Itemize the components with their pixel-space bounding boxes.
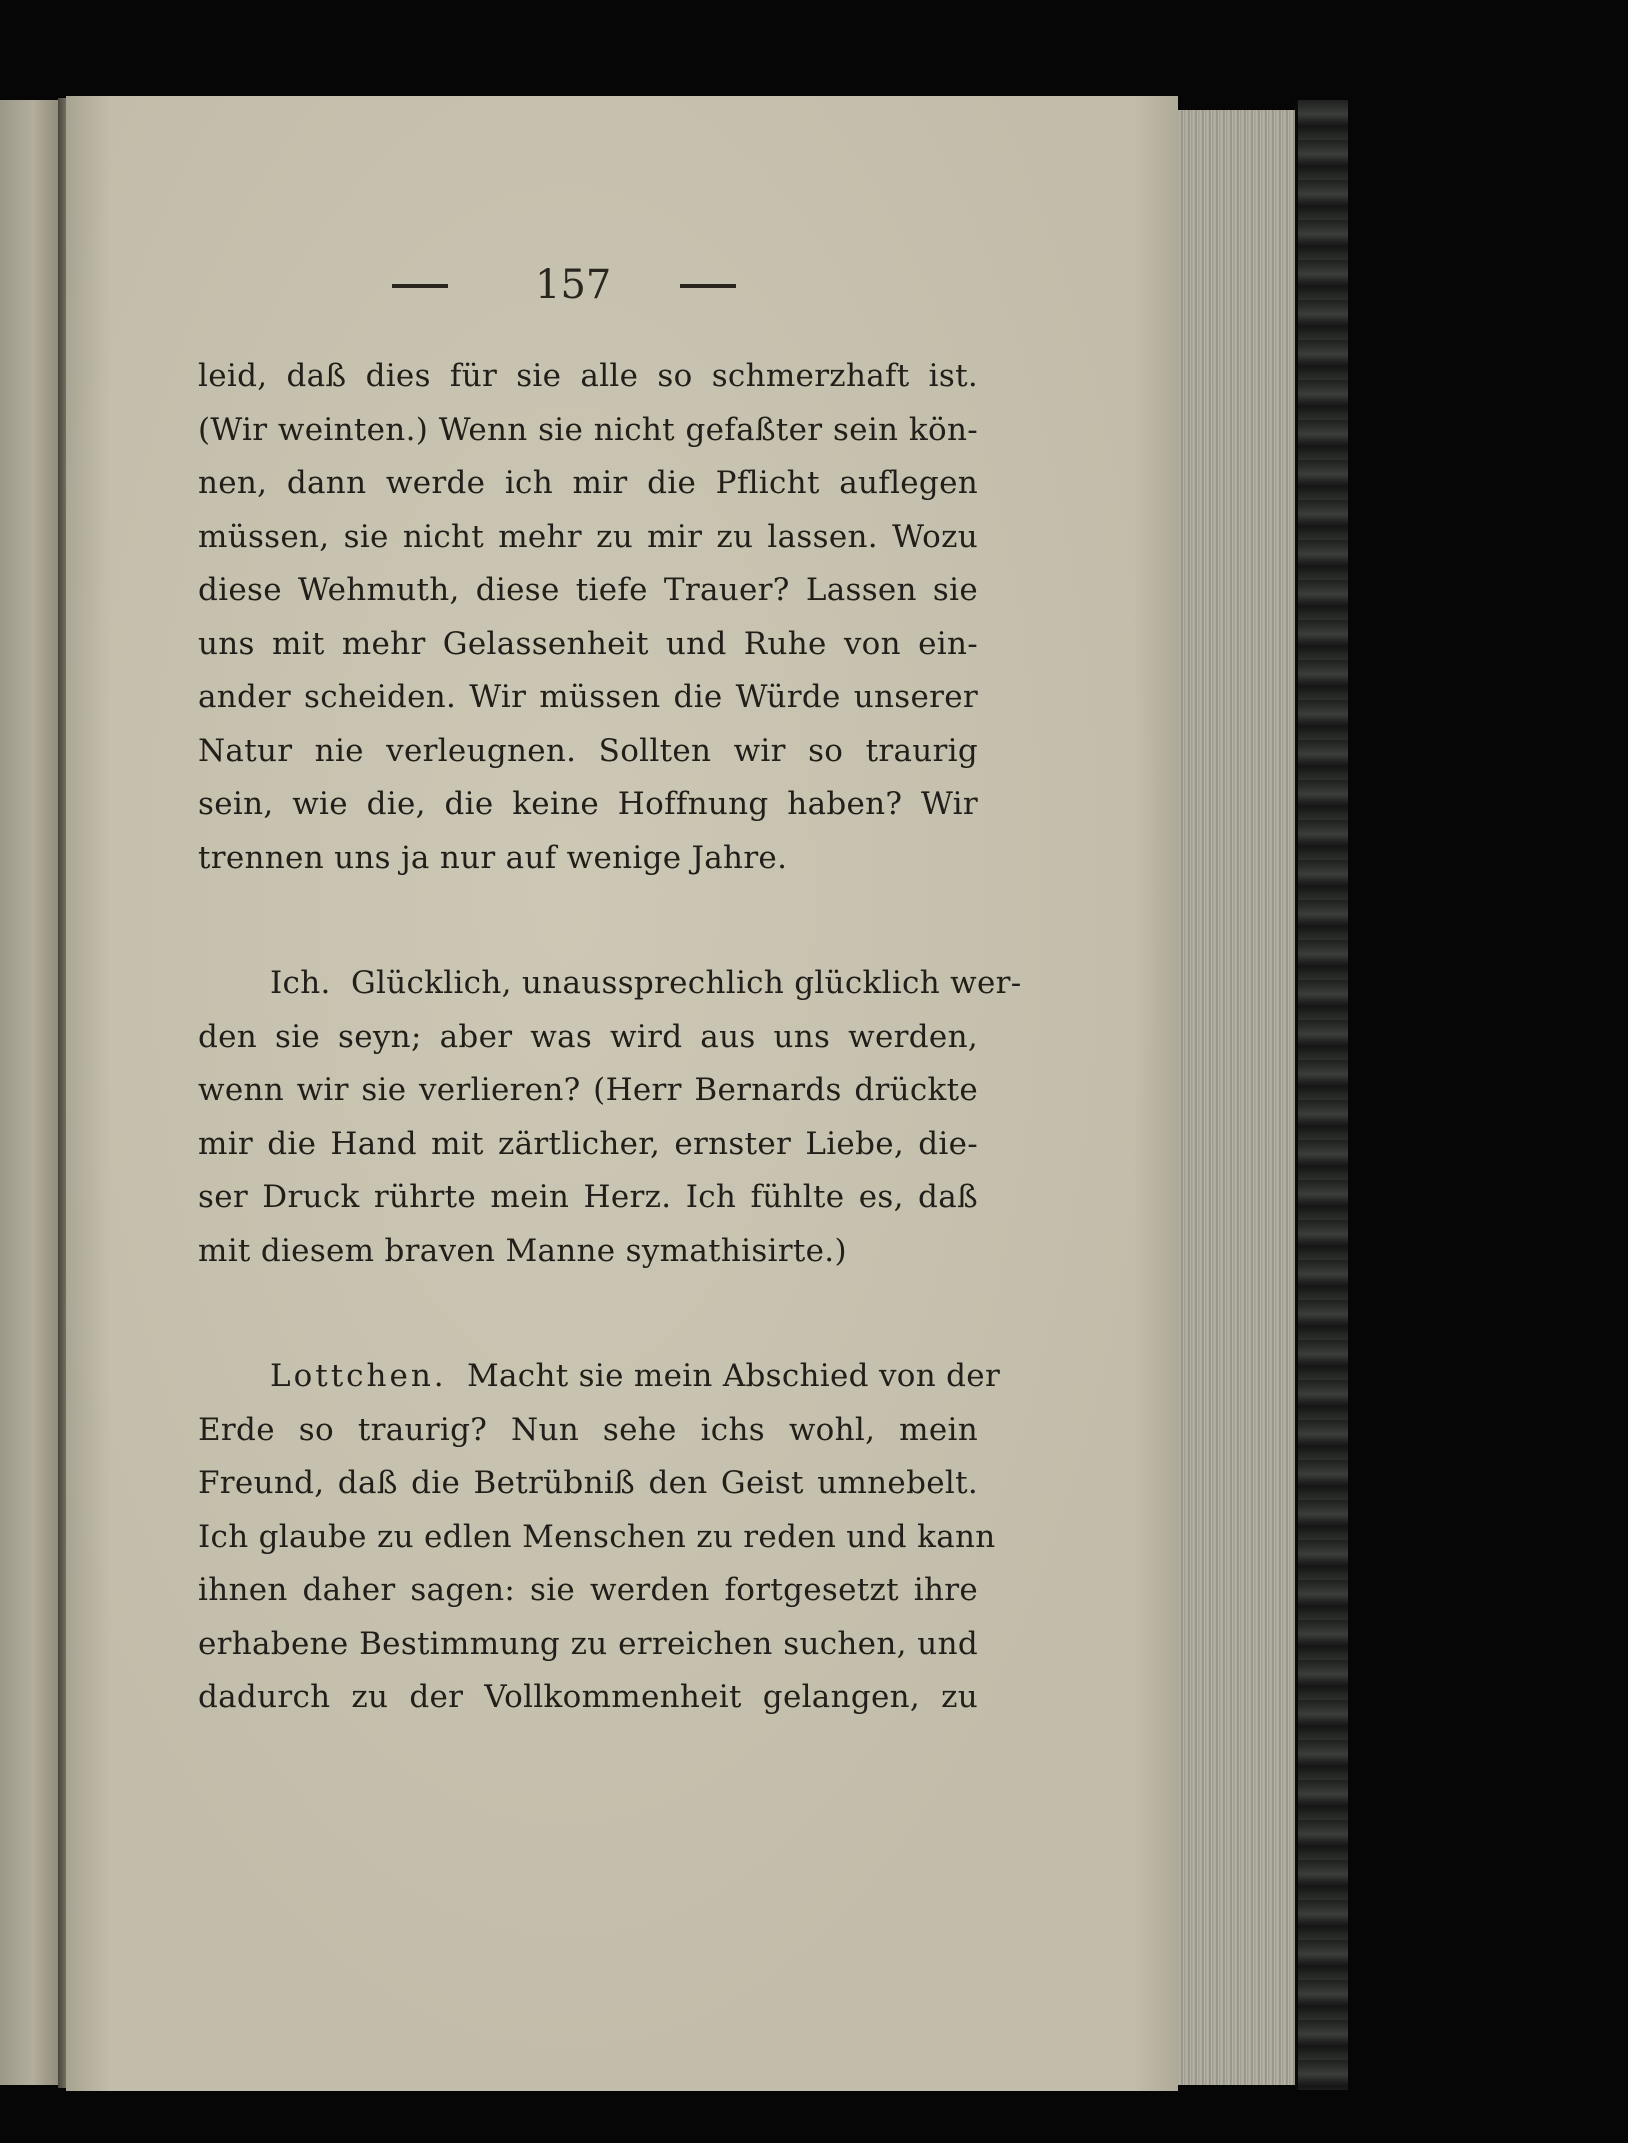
text-line: den sie seyn; aber was wird aus uns werden, — [198, 1018, 978, 1055]
text-line — [198, 957, 1022, 1011]
text-line: mir die Hand mit zärtlicher, ernster Liebe, die- — [198, 1125, 978, 1162]
text-line: Ich glaube zu edlen Menschen zu reden und kann — [198, 1518, 996, 1555]
paragraph-2 — [198, 957, 1022, 1278]
text-line: Erde so traurig? Nun sehe ichs wohl, mein — [198, 1411, 978, 1448]
left-dash — [392, 284, 448, 288]
page-stack-edges — [1170, 110, 1300, 2085]
right-dash — [680, 284, 736, 288]
speaker-label: Lottchen. — [270, 1358, 447, 1394]
text-line: sein, wie die, die keine Hoffnung haben? Wir — [198, 786, 978, 822]
text-line: nen, dann werde ich mir die Pflicht auflegen — [198, 465, 978, 501]
paragraph-3 — [198, 1350, 1001, 1725]
text-line: Natur nie verleugnen. Sollten wir so traurig — [198, 732, 978, 769]
previous-page-edge — [0, 100, 60, 2085]
text-line: wenn wir sie verlieren? (Herr Bernards drückte — [198, 1072, 978, 1108]
body-text — [198, 350, 1022, 1725]
text-line: müssen, sie nicht mehr zu mir zu lassen. Wozu — [198, 518, 978, 555]
paragraph-gap — [198, 1278, 978, 1350]
speaker-label: Ich. — [270, 965, 331, 1001]
text-line: leid, daß dies für sie alle so schmerzhaft ist. — [198, 358, 978, 394]
text-line: erhabene Bestimmung zu erreichen suchen, und — [198, 1625, 978, 1662]
text-line: dadurch zu der Vollkommenheit gelangen, zu — [198, 1679, 978, 1715]
book-cover-edge — [1295, 100, 1348, 2090]
line-text: Glücklich, unaussprechlich glücklich wer- — [350, 965, 1022, 1001]
text-line: trennen uns ja nur auf wenige Jahre. — [198, 839, 788, 876]
running-head — [380, 262, 780, 322]
text-line: ihnen daher sagen: sie werden fortgesetzt ihre — [198, 1572, 978, 1608]
text-line: ser Druck rührte mein Herz. Ich fühlte es, daß — [198, 1179, 978, 1215]
line-text: Macht sie mein Abschied von der — [466, 1358, 1001, 1394]
text-line: ander scheiden. Wir müssen die Würde unserer — [198, 679, 978, 715]
text-line: diese Wehmuth, diese tiefe Trauer? Lassen sie — [198, 572, 978, 608]
paragraph-gap — [198, 885, 978, 957]
text-line: (Wir weinten.) Wenn sie nicht gefaßter sein kön- — [198, 411, 978, 448]
paragraph-1 — [198, 350, 978, 885]
text-line: Freund, daß die Betrübniß den Geist umnebelt. — [198, 1465, 978, 1501]
text-line — [198, 1350, 1001, 1404]
text-line: uns mit mehr Gelassenheit und Ruhe von ein- — [198, 625, 978, 662]
text-line: mit diesem braven Manne symathisirte.) — [198, 1232, 847, 1269]
page-number: 157 — [535, 262, 612, 308]
